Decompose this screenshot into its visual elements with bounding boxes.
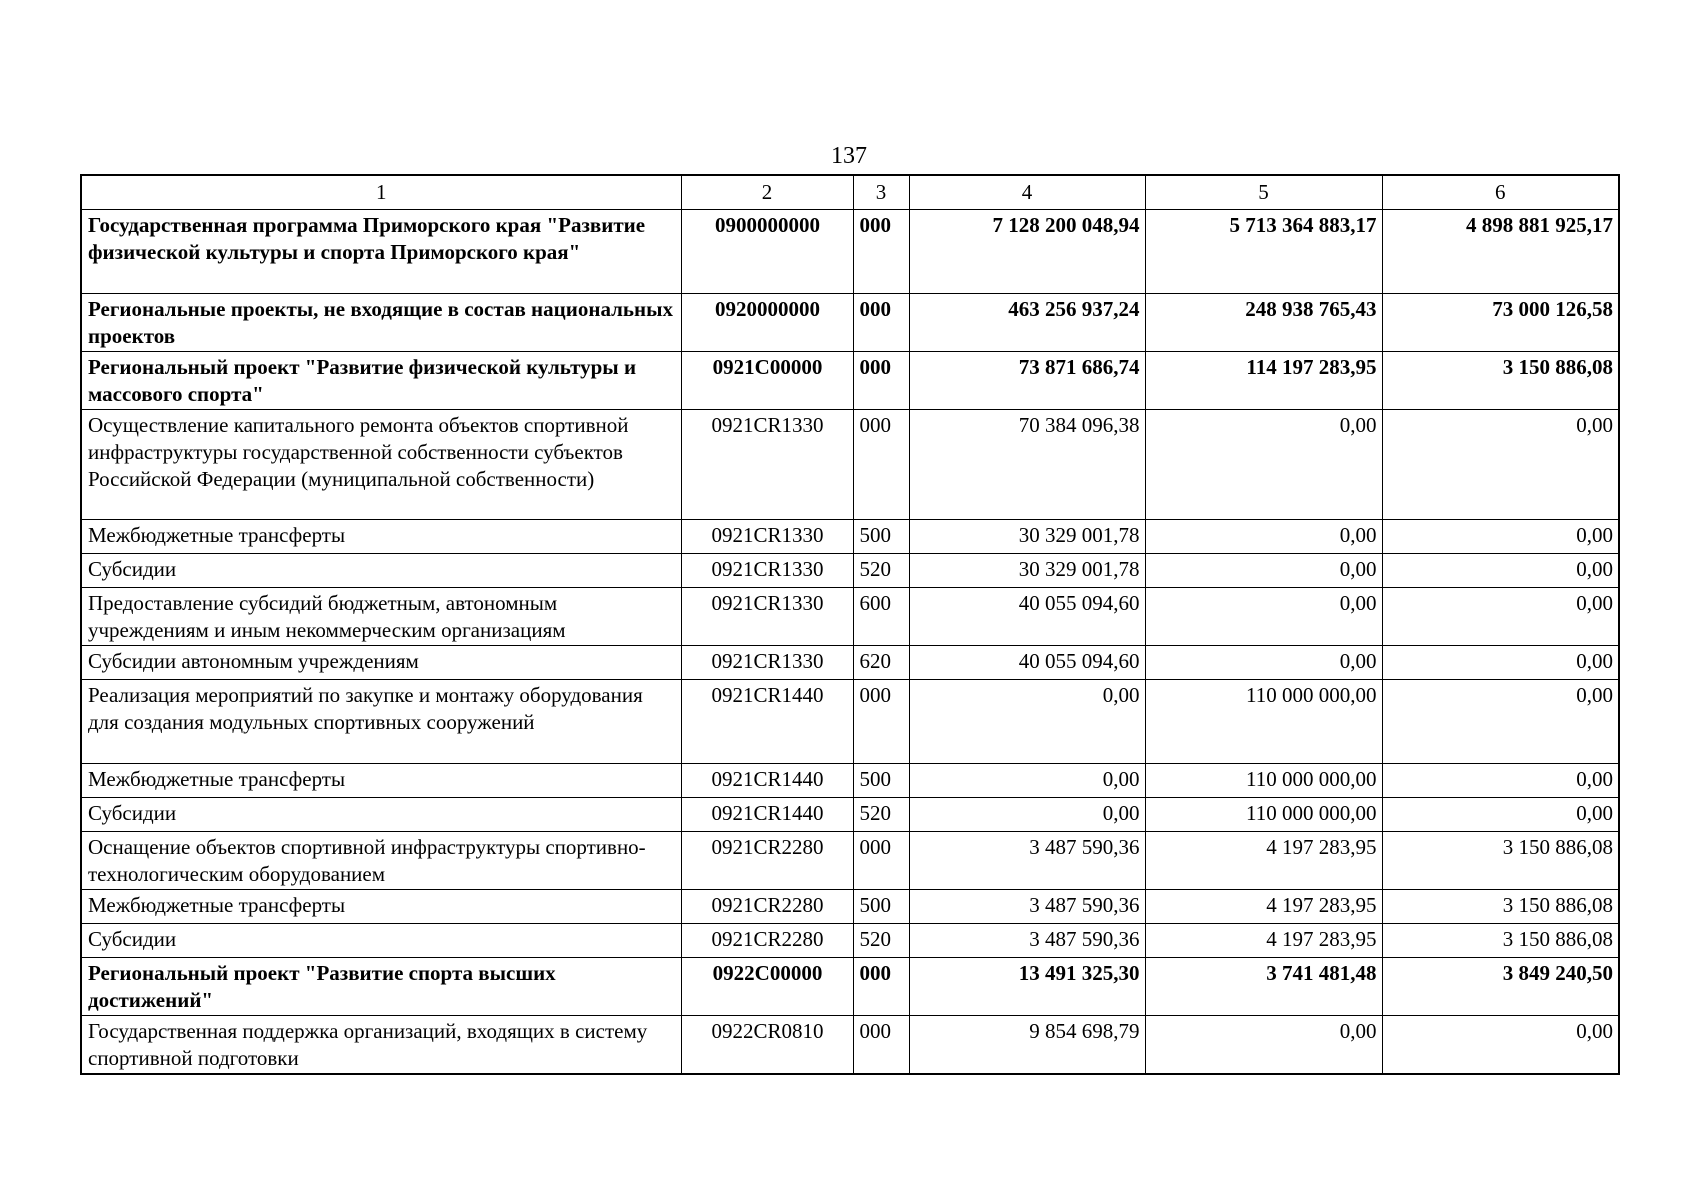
table-row xyxy=(81,924,1619,958)
row-name: Межбюджетные трансферты xyxy=(81,520,681,554)
table-row xyxy=(81,588,1619,646)
row-type: 000 xyxy=(853,832,909,890)
table-row xyxy=(81,832,1619,890)
row-name: Реализация мероприятий по закупке и монтажу оборудования для создания модульных спортивных сооружений xyxy=(81,680,681,764)
table-row xyxy=(81,1016,1619,1075)
row-value: 13 491 325,30 xyxy=(909,958,1145,1016)
row-value: 0,00 xyxy=(1382,588,1619,646)
row-value: 70 384 096,38 xyxy=(909,410,1145,520)
row-code: 0921CR1330 xyxy=(681,520,853,554)
table-row xyxy=(81,554,1619,588)
row-name: Осуществление капитального ремонта объектов спортивной инфраструктуры государственной собственности субъектов Российской Федерации (муниципальной собственности) xyxy=(81,410,681,520)
row-name: Межбюджетные трансферты xyxy=(81,890,681,924)
row-name: Оснащение объектов спортивной инфраструктуры спортивно-технологическим оборудованием xyxy=(81,832,681,890)
row-value: 0,00 xyxy=(909,680,1145,764)
column-header: 2 xyxy=(681,175,853,210)
row-value: 3 741 481,48 xyxy=(1145,958,1382,1016)
row-code: 0921CR1440 xyxy=(681,798,853,832)
row-code: 0900000000 xyxy=(681,210,853,294)
row-code: 0921CR1330 xyxy=(681,646,853,680)
row-name: Государственная поддержка организаций, входящих в систему спортивной подготовки xyxy=(81,1016,681,1075)
row-value: 0,00 xyxy=(909,764,1145,798)
row-value: 73 871 686,74 xyxy=(909,352,1145,410)
table-row xyxy=(81,520,1619,554)
budget-table xyxy=(80,174,1620,1075)
table-row xyxy=(81,680,1619,764)
row-value: 114 197 283,95 xyxy=(1145,352,1382,410)
row-value: 0,00 xyxy=(1145,646,1382,680)
row-name: Региональные проекты, не входящие в состав национальных проектов xyxy=(81,294,681,352)
row-type: 000 xyxy=(853,1016,909,1075)
table-row xyxy=(81,798,1619,832)
row-code: 0922C00000 xyxy=(681,958,853,1016)
row-value: 3 487 590,36 xyxy=(909,890,1145,924)
row-value: 0,00 xyxy=(1145,1016,1382,1075)
row-value: 4 898 881 925,17 xyxy=(1382,210,1619,294)
row-type: 500 xyxy=(853,520,909,554)
row-name: Региональный проект "Развитие физической культуры и массового спорта" xyxy=(81,352,681,410)
row-value: 0,00 xyxy=(1382,554,1619,588)
row-code: 0921CR1440 xyxy=(681,764,853,798)
row-value: 3 487 590,36 xyxy=(909,924,1145,958)
row-value: 110 000 000,00 xyxy=(1145,680,1382,764)
row-name: Субсидии автономным учреждениям xyxy=(81,646,681,680)
row-code: 0921CR1330 xyxy=(681,554,853,588)
row-value: 0,00 xyxy=(1145,520,1382,554)
table-row xyxy=(81,646,1619,680)
table-row xyxy=(81,958,1619,1016)
row-value: 3 150 886,08 xyxy=(1382,890,1619,924)
row-value: 3 150 886,08 xyxy=(1382,832,1619,890)
row-name: Государственная программа Приморского края "Развитие физической культуры и спорта Приморского края" xyxy=(81,210,681,294)
row-value: 0,00 xyxy=(1382,680,1619,764)
row-type: 520 xyxy=(853,554,909,588)
row-type: 600 xyxy=(853,588,909,646)
table-row xyxy=(81,352,1619,410)
row-name: Предоставление субсидий бюджетным, автономным учреждениям и иным некоммерческим организациям xyxy=(81,588,681,646)
column-header: 4 xyxy=(909,175,1145,210)
row-value: 0,00 xyxy=(1382,646,1619,680)
row-type: 000 xyxy=(853,410,909,520)
row-name: Субсидии xyxy=(81,554,681,588)
column-header: 3 xyxy=(853,175,909,210)
row-code: 0921CR1330 xyxy=(681,410,853,520)
table-row xyxy=(81,890,1619,924)
column-header: 1 xyxy=(81,175,681,210)
row-type: 000 xyxy=(853,680,909,764)
row-value: 4 197 283,95 xyxy=(1145,890,1382,924)
row-value: 3 487 590,36 xyxy=(909,832,1145,890)
row-type: 000 xyxy=(853,294,909,352)
row-code: 0922CR0810 xyxy=(681,1016,853,1075)
row-value: 0,00 xyxy=(1382,764,1619,798)
row-type: 000 xyxy=(853,352,909,410)
table-row xyxy=(81,294,1619,352)
row-value: 0,00 xyxy=(1382,520,1619,554)
row-value: 110 000 000,00 xyxy=(1145,798,1382,832)
row-code: 0921CR2280 xyxy=(681,890,853,924)
row-code: 0920000000 xyxy=(681,294,853,352)
row-code: 0921CR1440 xyxy=(681,680,853,764)
row-value: 0,00 xyxy=(1382,410,1619,520)
row-value: 5 713 364 883,17 xyxy=(1145,210,1382,294)
table-row xyxy=(81,410,1619,520)
row-value: 0,00 xyxy=(1382,1016,1619,1075)
row-value: 30 329 001,78 xyxy=(909,520,1145,554)
row-value: 0,00 xyxy=(1145,410,1382,520)
row-value: 4 197 283,95 xyxy=(1145,924,1382,958)
column-header: 6 xyxy=(1382,175,1619,210)
row-value: 3 849 240,50 xyxy=(1382,958,1619,1016)
row-type: 000 xyxy=(853,958,909,1016)
row-name: Межбюджетные трансферты xyxy=(81,764,681,798)
row-value: 9 854 698,79 xyxy=(909,1016,1145,1075)
row-value: 73 000 126,58 xyxy=(1382,294,1619,352)
row-value: 248 938 765,43 xyxy=(1145,294,1382,352)
row-code: 0921CR2280 xyxy=(681,832,853,890)
row-value: 0,00 xyxy=(1145,588,1382,646)
row-type: 500 xyxy=(853,764,909,798)
row-value: 40 055 094,60 xyxy=(909,588,1145,646)
header-row xyxy=(81,175,1619,210)
row-type: 520 xyxy=(853,798,909,832)
row-type: 500 xyxy=(853,890,909,924)
row-value: 30 329 001,78 xyxy=(909,554,1145,588)
row-value: 463 256 937,24 xyxy=(909,294,1145,352)
row-value: 0,00 xyxy=(1145,554,1382,588)
row-name: Региональный проект "Развитие спорта высших достижений" xyxy=(81,958,681,1016)
row-code: 0921C00000 xyxy=(681,352,853,410)
row-name: Субсидии xyxy=(81,924,681,958)
column-header: 5 xyxy=(1145,175,1382,210)
row-value: 0,00 xyxy=(1382,798,1619,832)
row-type: 520 xyxy=(853,924,909,958)
row-type: 000 xyxy=(853,210,909,294)
page-number: 137 xyxy=(831,143,867,169)
row-type: 620 xyxy=(853,646,909,680)
row-value: 7 128 200 048,94 xyxy=(909,210,1145,294)
row-value: 3 150 886,08 xyxy=(1382,352,1619,410)
row-value: 4 197 283,95 xyxy=(1145,832,1382,890)
row-value: 40 055 094,60 xyxy=(909,646,1145,680)
row-value: 0,00 xyxy=(909,798,1145,832)
row-code: 0921CR1330 xyxy=(681,588,853,646)
table-row xyxy=(81,210,1619,294)
row-code: 0921CR2280 xyxy=(681,924,853,958)
row-value: 3 150 886,08 xyxy=(1382,924,1619,958)
row-name: Субсидии xyxy=(81,798,681,832)
row-value: 110 000 000,00 xyxy=(1145,764,1382,798)
table-row xyxy=(81,764,1619,798)
